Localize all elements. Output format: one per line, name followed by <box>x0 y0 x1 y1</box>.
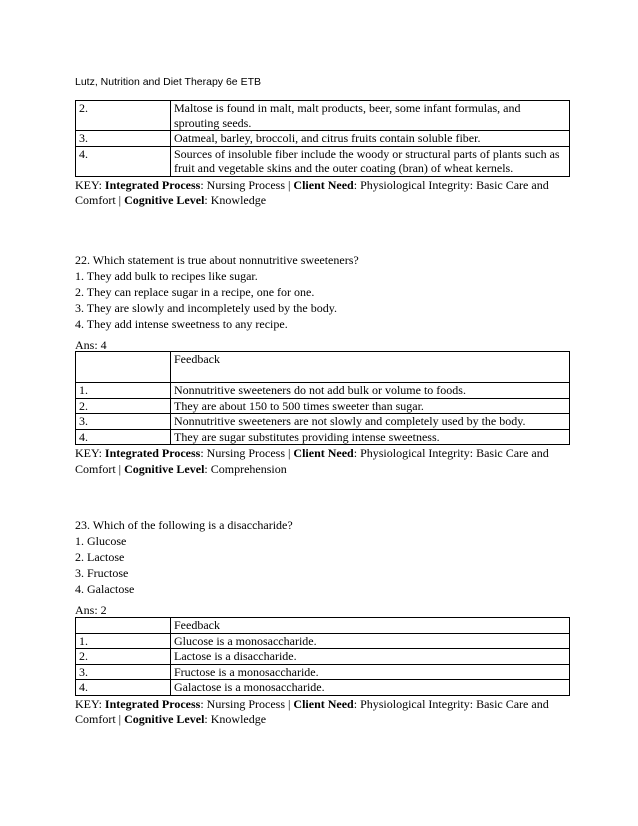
row-text: They are sugar substitutes providing intense sweetness. <box>171 429 570 445</box>
option: 2. Lactose <box>75 550 125 564</box>
row-number: 3. <box>76 131 171 147</box>
feedback-label: Feedback <box>171 618 570 634</box>
answer-23: Ans: 2 <box>75 603 107 617</box>
table-row <box>76 633 570 649</box>
option: 1. They add bulk to recipes like sugar. <box>75 269 258 283</box>
row-number: 1. <box>76 633 171 649</box>
table-row <box>76 131 570 147</box>
table-row <box>76 680 570 696</box>
table-row <box>76 398 570 414</box>
option: 4. They add intense sweetness to any recipe. <box>75 317 288 331</box>
answer-22: Ans: 4 <box>75 338 107 352</box>
key-line: KEY: Integrated Process: Nursing Process | Client Need: Physiological Integrity: Basic Care and Comfort | Cognitive Level: Comprehension <box>75 446 549 476</box>
feedback-block-22 <box>75 351 572 477</box>
question-22 <box>75 252 359 332</box>
row-text: Lactose is a disaccharide. <box>171 649 570 665</box>
table-row <box>76 352 570 383</box>
question-text: 23. Which of the following is a disaccharide? <box>75 518 293 532</box>
feedback-label: Feedback <box>171 352 570 383</box>
option: 3. They are slowly and incompletely used by the body. <box>75 301 337 315</box>
row-text: Sources of insoluble fiber include the woody or structural parts of plants such as fruit and vegetable skins and the outer coating (bran) of wheat kernels. <box>171 146 570 176</box>
row-text: Nonnutritive sweeteners do not add bulk or volume to foods. <box>171 383 570 399</box>
table-row <box>76 146 570 176</box>
row-text: Galactose is a monosaccharide. <box>171 680 570 696</box>
key-line: KEY: Integrated Process: Nursing Process | Client Need: Physiological Integrity: Basic Care and Comfort | Cognitive Level: Knowledge <box>75 177 549 207</box>
table-row <box>76 383 570 399</box>
row-text: Nonnutritive sweeteners are not slowly and completely used by the body. <box>171 414 570 430</box>
question-text: 22. Which statement is true about nonnutritive sweeteners? <box>75 253 359 267</box>
row-number: 2. <box>76 101 171 131</box>
row-number: 3. <box>76 664 171 680</box>
option: 1. Glucose <box>75 534 127 548</box>
option: 2. They can replace sugar in a recipe, one for one. <box>75 285 315 299</box>
option: 4. Galactose <box>75 582 135 596</box>
row-number: 3. <box>76 414 171 430</box>
row-text: Fructose is a monosaccharide. <box>171 664 570 680</box>
feedback-table <box>75 100 570 177</box>
table-row <box>76 101 570 131</box>
row-text: Oatmeal, barley, broccoli, and citrus fruits contain soluble fiber. <box>171 131 570 147</box>
row-number: 4. <box>76 429 171 445</box>
row-text: Maltose is found in malt, malt products, beer, some infant formulas, and sprouting seeds. <box>171 101 570 131</box>
row-text: Glucose is a monosaccharide. <box>171 633 570 649</box>
table-row <box>76 664 570 680</box>
row-number: 4. <box>76 680 171 696</box>
row-number: 2. <box>76 649 171 665</box>
feedback-block-23 <box>75 617 572 728</box>
row-number: 1. <box>76 383 171 399</box>
table-row <box>76 414 570 430</box>
question-23 <box>75 517 293 597</box>
page-header: Lutz, Nutrition and Diet Therapy 6e ETB <box>75 76 261 88</box>
table-row <box>76 649 570 665</box>
row-number: 4. <box>76 146 171 176</box>
option: 3. Fructose <box>75 566 129 580</box>
table-row <box>76 618 570 634</box>
table-row <box>76 429 570 445</box>
feedback-table <box>75 351 570 445</box>
feedback-table <box>75 617 570 696</box>
row-number: 2. <box>76 398 171 414</box>
key-line: KEY: Integrated Process: Nursing Process | Client Need: Physiological Integrity: Basic Care and Comfort | Cognitive Level: Knowledge <box>75 696 549 726</box>
feedback-block-21 <box>75 100 572 209</box>
row-text: They are about 150 to 500 times sweeter than sugar. <box>171 398 570 414</box>
